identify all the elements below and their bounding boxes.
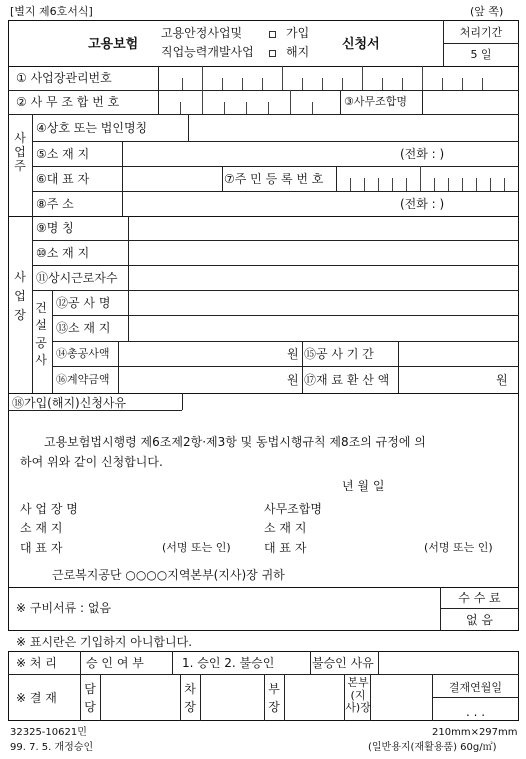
application-date: 년 월 일 (342, 479, 385, 493)
association-number-field[interactable] (158, 90, 340, 114)
page-side-label: (앞 쪽) (470, 5, 504, 18)
applicant-signature[interactable]: (서명 또는 인) (162, 541, 231, 554)
site-address-label: ⑩소 재 지 (36, 246, 90, 260)
approval-date-value: . . . (465, 705, 486, 719)
contract-amount-label: ⑯계약금액 (56, 373, 110, 386)
employer-address-label: ⑤소 재 지 (36, 147, 90, 161)
head-label: 부장 (268, 682, 280, 714)
rejection-reason-input[interactable] (379, 652, 518, 673)
option-join-label: 가입 (286, 26, 310, 40)
site-name-label: ⑨명 칭 (36, 221, 74, 235)
employer-home-address-input[interactable] (123, 192, 393, 215)
branch-head-stamp-box[interactable] (371, 675, 431, 720)
rejection-reason-label: 불승인 사유 (312, 656, 374, 670)
total-cost-label: ⑭총공사액 (56, 347, 110, 360)
fee-label: 수 수 료 (458, 591, 501, 605)
deputy-stamp-box[interactable] (201, 675, 263, 720)
workers-count-input[interactable] (129, 266, 518, 289)
representative-label: ⑥대 표 자 (36, 172, 90, 186)
project-period-input[interactable] (399, 342, 518, 365)
site-name-input[interactable] (129, 217, 518, 239)
applicant-site-name-label: 사 업 장 명 (20, 502, 78, 516)
processing-period-value: 5 일 (470, 48, 492, 61)
form-title-right: 신청서 (342, 37, 380, 52)
contract-amount-input[interactable] (119, 367, 301, 392)
employer-home-phone: (전화 : ) (400, 197, 445, 211)
construction-group-label: 건설공사 (35, 301, 47, 368)
form-number: [별지 제6호서식] (10, 5, 93, 18)
applicant-rep-label: 대 표 자 (20, 541, 63, 555)
project-name-label: ⑫공 사 명 (56, 296, 111, 310)
reason-label: ⑱가입(해지)신청사유 (12, 396, 127, 410)
employer-group-label: 사업주 (14, 131, 26, 173)
applicant-address-label: 소 재 지 (20, 521, 63, 535)
business-number-label: ① 사업장관리번호 (16, 71, 112, 85)
statement-line-2: 하여 위와 같이 신청합니다. (20, 455, 163, 469)
material-value-unit: 원 (496, 373, 508, 387)
association-number-label: ② 사 무 조 합 번 호 (16, 95, 120, 109)
approval-label: ※ 결 재 (16, 691, 57, 705)
project-address-label: ⑬소 재 지 (56, 321, 111, 335)
employer-address-input[interactable] (123, 142, 393, 165)
officer-stamp-box[interactable] (101, 675, 179, 720)
paper-type: (일반용지(재활용품) 60g/㎡) (368, 742, 497, 753)
form-title-left: 고용보험 (88, 37, 139, 52)
checkbox-join[interactable] (269, 31, 276, 38)
association-name-label: ③사무조합명 (344, 95, 407, 108)
reason-input[interactable] (10, 411, 517, 431)
employer-home-address-label: ⑧주 소 (36, 197, 74, 211)
project-address-input[interactable] (129, 316, 518, 340)
company-name-label: ④상호 또는 법인명칭 (36, 121, 148, 135)
officer-label: 담당 (84, 682, 96, 714)
employer-phone: (전화 : ) (400, 147, 445, 161)
material-value-label: ⑰재 료 환 산 액 (304, 373, 390, 387)
project-name-input[interactable] (129, 291, 518, 314)
site-address-input[interactable] (129, 241, 518, 264)
contract-amount-unit: 원 (287, 373, 299, 387)
form-code: 32325-10621민 (10, 727, 87, 738)
project-period-label: ⑮공 사 기 간 (304, 347, 374, 361)
association-signer-address-label: 소 재 지 (264, 521, 307, 535)
business-number-field[interactable] (158, 66, 519, 90)
paper-size: 210mm×297mm (432, 727, 518, 738)
site-group-label: 사업장 (14, 270, 26, 323)
resident-number-label: ⑦주 민 등 록 번 호 (224, 172, 324, 186)
required-docs: ※ 구비서류 : 없음 (16, 601, 112, 615)
total-cost-input[interactable] (119, 342, 301, 365)
statement-line-1: 고용보험법시행령 제6조제2항·제3항 및 동법시행규칙 제8조의 규정에 의 (44, 435, 426, 449)
processing-period-label: 처리기간 (459, 26, 503, 39)
representative-input[interactable] (123, 167, 221, 190)
fee-value: 없 음 (466, 613, 493, 627)
approval-revision: 99. 7. 5. 개정승인 (10, 742, 94, 753)
head-stamp-box[interactable] (285, 675, 343, 720)
workers-count-label: ⑪상시근로자수 (36, 271, 118, 285)
approval-date-label: 결재연월일 (448, 681, 503, 694)
option-cancel-label: 해지 (286, 45, 310, 59)
association-signer-rep-label: 대 표 자 (264, 541, 307, 555)
approval-status-label: 승 인 여 부 (86, 656, 144, 670)
deputy-label: 차장 (184, 682, 196, 714)
total-cost-unit: 원 (287, 347, 299, 361)
program-line-1: 고용안정사업및 (161, 26, 243, 40)
approval-options[interactable]: 1. 승인 2. 불승인 (182, 656, 275, 670)
processing-label: ※ 처 리 (16, 656, 57, 670)
resident-number-field[interactable] (336, 166, 519, 191)
branch-head-label: 본부(지사)장 (345, 676, 371, 715)
checkbox-cancel[interactable] (269, 50, 276, 57)
company-name-input[interactable] (189, 115, 518, 140)
association-signature[interactable]: (서명 또는 인) (424, 541, 493, 554)
recipient: 근로복지공단 ○○○○지역본부(지사)장 귀하 (52, 568, 285, 582)
official-use-note: ※ 표시란은 기입하지 아니합니다. (16, 635, 193, 649)
association-signer-name-label: 사무조합명 (264, 502, 322, 516)
program-line-2: 직업능력개발사업 (161, 45, 254, 59)
